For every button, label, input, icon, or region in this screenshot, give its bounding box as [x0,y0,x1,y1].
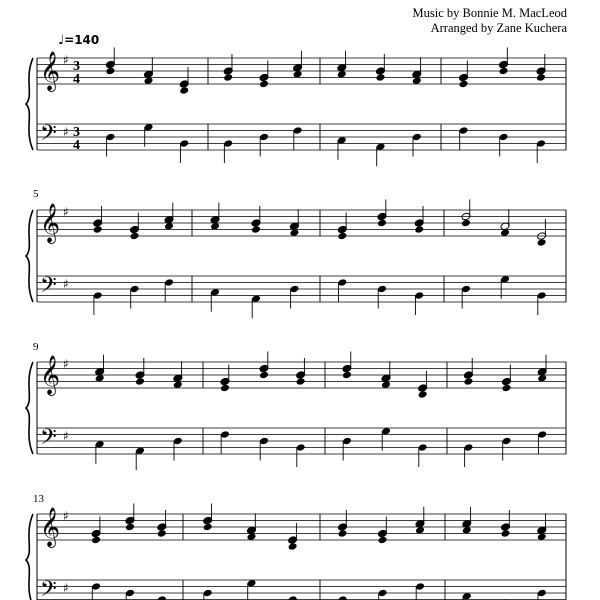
note-head [337,232,347,241]
note-head [378,536,388,545]
brace-icon [26,362,33,454]
note-head [91,536,101,545]
system-4 [26,504,566,600]
note-head [418,390,428,399]
note-head [157,529,167,538]
note-head [461,219,471,228]
note-head [501,529,511,538]
composer-credit: Music by Bonnie M. MacLeod [412,6,567,20]
note-head [376,73,386,82]
tempo-value: =140 [64,33,100,47]
system-1 [26,48,566,167]
measure-number-system-3: 9 [33,341,39,353]
sharp-icon: ♯ [63,205,69,219]
note-head [296,377,306,386]
time-signature-top: 3 [73,59,80,74]
note-head [463,377,473,386]
treble-clef-icon: 𝄞 [40,203,61,243]
note-head [179,86,189,95]
bass-clef-icon: 𝄢 [40,577,57,600]
note-head [338,595,348,600]
sharp-icon: ♯ [63,357,69,371]
time-signature-bottom: 4 [73,72,80,87]
sharp-icon: ♯ [63,509,69,523]
bass-clef-icon: 𝄢 [40,121,57,151]
note-head [251,225,261,234]
brace-icon [26,58,33,150]
note-head [502,384,512,393]
treble-clef-icon: 𝄞 [40,507,61,547]
note-head [288,595,298,600]
note-head [203,523,213,532]
system-2 [26,200,566,319]
note-head [223,73,233,82]
brace-icon [26,210,33,302]
note-head [342,371,352,380]
note-head [536,73,546,82]
note-head [135,377,145,386]
quarter-note-icon: ♩ [58,33,65,48]
note-head [338,529,348,538]
arranger-credit: Arranged by Zane Kuchera [430,21,567,35]
sharp-icon: ♯ [63,53,69,67]
sharp-icon: ♯ [63,277,69,291]
brace-icon [26,514,33,600]
note-head [414,225,424,234]
note-head [220,384,230,393]
treble-clef-icon: 𝄞 [40,355,61,395]
time-signature-top: 3 [73,125,80,140]
bass-clef-icon: 𝄢 [40,273,57,303]
note-head [157,595,167,600]
note-head [105,67,115,76]
note-head [537,238,547,247]
measure-number-system-2: 5 [33,188,39,200]
note-head [259,80,269,89]
note-head [130,232,140,241]
note-head [459,80,469,89]
note-head [288,542,298,551]
time-signature-bottom: 4 [73,138,80,153]
note-head [377,219,387,228]
bass-clef-icon: 𝄢 [40,425,57,455]
note-head [259,371,269,380]
treble-clef-icon: 𝄞 [40,51,61,91]
note-head [93,225,103,234]
sharp-icon: ♯ [63,429,69,443]
sharp-icon: ♯ [63,581,69,595]
sharp-icon: ♯ [63,125,69,139]
note-head [499,67,509,76]
note-head [125,523,135,532]
system-3 [26,352,566,471]
measure-number-system-4: 13 [33,493,44,505]
